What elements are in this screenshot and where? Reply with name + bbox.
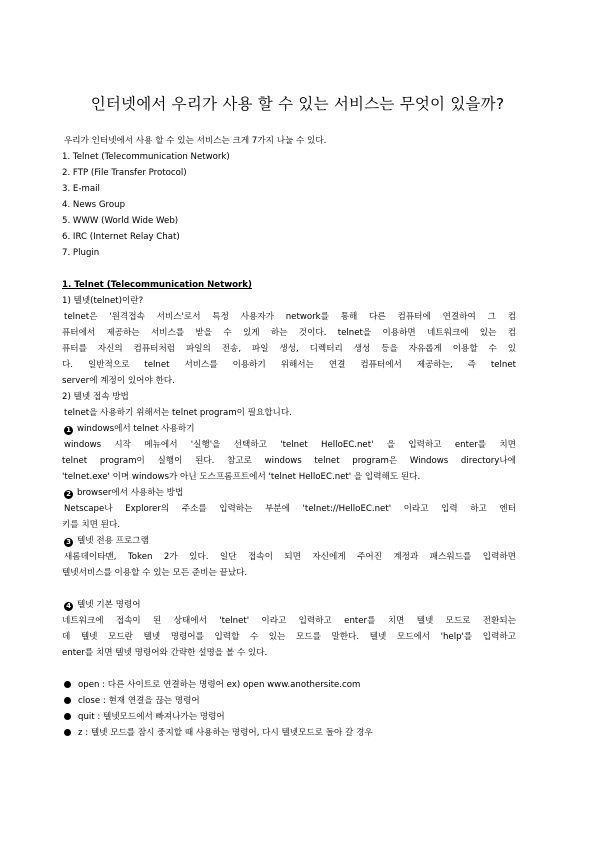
service-item: 2. FTP (File Transfer Protocol) (62, 168, 187, 178)
method-title: 4 텔넷 기본 명령어 (64, 599, 141, 611)
service-item: 7. Plugin (62, 248, 100, 258)
bullet-icon (64, 729, 71, 736)
bullet-icon (64, 697, 71, 704)
section-heading: 1. Telnet (Telecommunication Network) (62, 280, 252, 290)
paragraph-line: 다. 일반적으로 telnet 서비스를 이용하기 위해서는 연결 컴퓨터에서 제공하는, 즉 telnet (62, 360, 516, 370)
service-item: 5. WWW (World Wide Web) (62, 216, 179, 226)
circled-number-icon: 2 (64, 490, 73, 499)
method-title: 2 browser에서 사용하는 방법 (64, 487, 183, 499)
service-item: 1. Telnet (Telecommunication Network) (62, 152, 230, 162)
circled-number-icon: 1 (64, 426, 73, 435)
paragraph-line: 퓨터를 자신의 컴퓨터처럼 파일의 전송, 파일 생성, 디렉터리 생성 등을 자유롭게 이용할 수 있 (62, 344, 516, 354)
command-item: open : 다른 사이트로 연결하는 명령어 ex) open www.anothersite.com (64, 679, 360, 691)
service-item: 4. News Group (62, 200, 126, 210)
circled-number-icon: 4 (64, 602, 73, 611)
service-item: 3. E-mail (62, 184, 100, 194)
paragraph-line: telnet을 사용하기 위해서는 telnet program이 필요합니다. (64, 408, 292, 418)
subsection-title: 2) 텔넷 접속 방법 (62, 392, 129, 402)
paragraph-line: enter를 치면 텔넷 명령어와 간략한 설명을 볼 수 있다. (62, 648, 268, 658)
paragraph-line: telnet은 '원격접속 서비스'로서 특정 사용자가 network를 통해 다른 컴퓨터에 연결하여 그 컴 (64, 312, 516, 322)
method-title: 3 텔넷 전용 프로그램 (64, 535, 149, 547)
paragraph-line: 새롬데이타맨, Token 2가 있다. 일단 접속이 되면 자신에게 주어진 계정과 패스워드를 입력하면 (64, 552, 516, 562)
service-item: 6. IRC (Internet Relay Chat) (62, 232, 180, 242)
paragraph-line: telnet program이 실행이 된다. 참고로 windows telnet program은 Windows directory나에 (62, 456, 516, 466)
paragraph-line: 키를 치면 된다. (62, 520, 121, 530)
command-item: quit : 텔넷모드에서 빠져나가는 명령어 (64, 711, 225, 723)
page-title: 인터넷에서 우리가 사용 할 수 있는 서비스는 무엇이 있을까? (90, 95, 505, 113)
subsection-title: 1) 텔넷(telnet)이란? (62, 296, 144, 306)
intro-text: 우리가 인터넷에서 사용 할 수 있는 서비스는 크게 7가지 나눌 수 있다. (64, 136, 327, 146)
paragraph-line: 퓨터에서 제공하는 서비스를 받을 수 있게 하는 것이다. telnet을 이용하면 네트워크에 있는 컴 (62, 328, 516, 338)
paragraph-line: 네트워크에 접속이 된 상태에서 'telnet' 이라고 입력하고 enter를 치면 텔넷 모드로 전환되는 (62, 616, 516, 626)
paragraph-line: server에 계정이 있어야 한다. (62, 376, 175, 386)
paragraph-line: 데 텔넷 모드란 텔넷 명령어를 입력할 수 있는 모드를 말한다. 텔넷 모드에서 'help'를 입력하고 (62, 632, 516, 642)
paragraph-line: 'telnet.exe' 이며 windows가 아닌 도스프롬프트에서 'telnet HelloEC.net' 을 입력해도 된다. (62, 472, 421, 482)
paragraph-line: Netscape나 Explorer의 주소를 입력하는 부분에 'telnet://HelloEC.net' 이라고 입력 하고 엔터 (64, 504, 516, 514)
command-item: close : 현재 연결을 끊는 명령어 (64, 695, 200, 707)
paragraph-line: 텔넷서비스를 이용할 수 있는 모든 준비는 끝났다. (62, 568, 248, 578)
method-title: 1 windows에서 telnet 사용하기 (64, 423, 195, 435)
paragraph-line: windows 시작 메뉴에서 '실행'을 선택하고 'telnet HelloEC.net' 을 입력하고 enter를 치면 (64, 440, 516, 450)
circled-number-icon: 3 (64, 538, 73, 547)
bullet-icon (64, 713, 71, 720)
command-item: z : 텔넷 모드를 잠시 중지할 때 사용하는 명령어, 다시 텔넷모드로 돌아 갈 경우 (64, 727, 516, 739)
bullet-icon (64, 681, 71, 688)
